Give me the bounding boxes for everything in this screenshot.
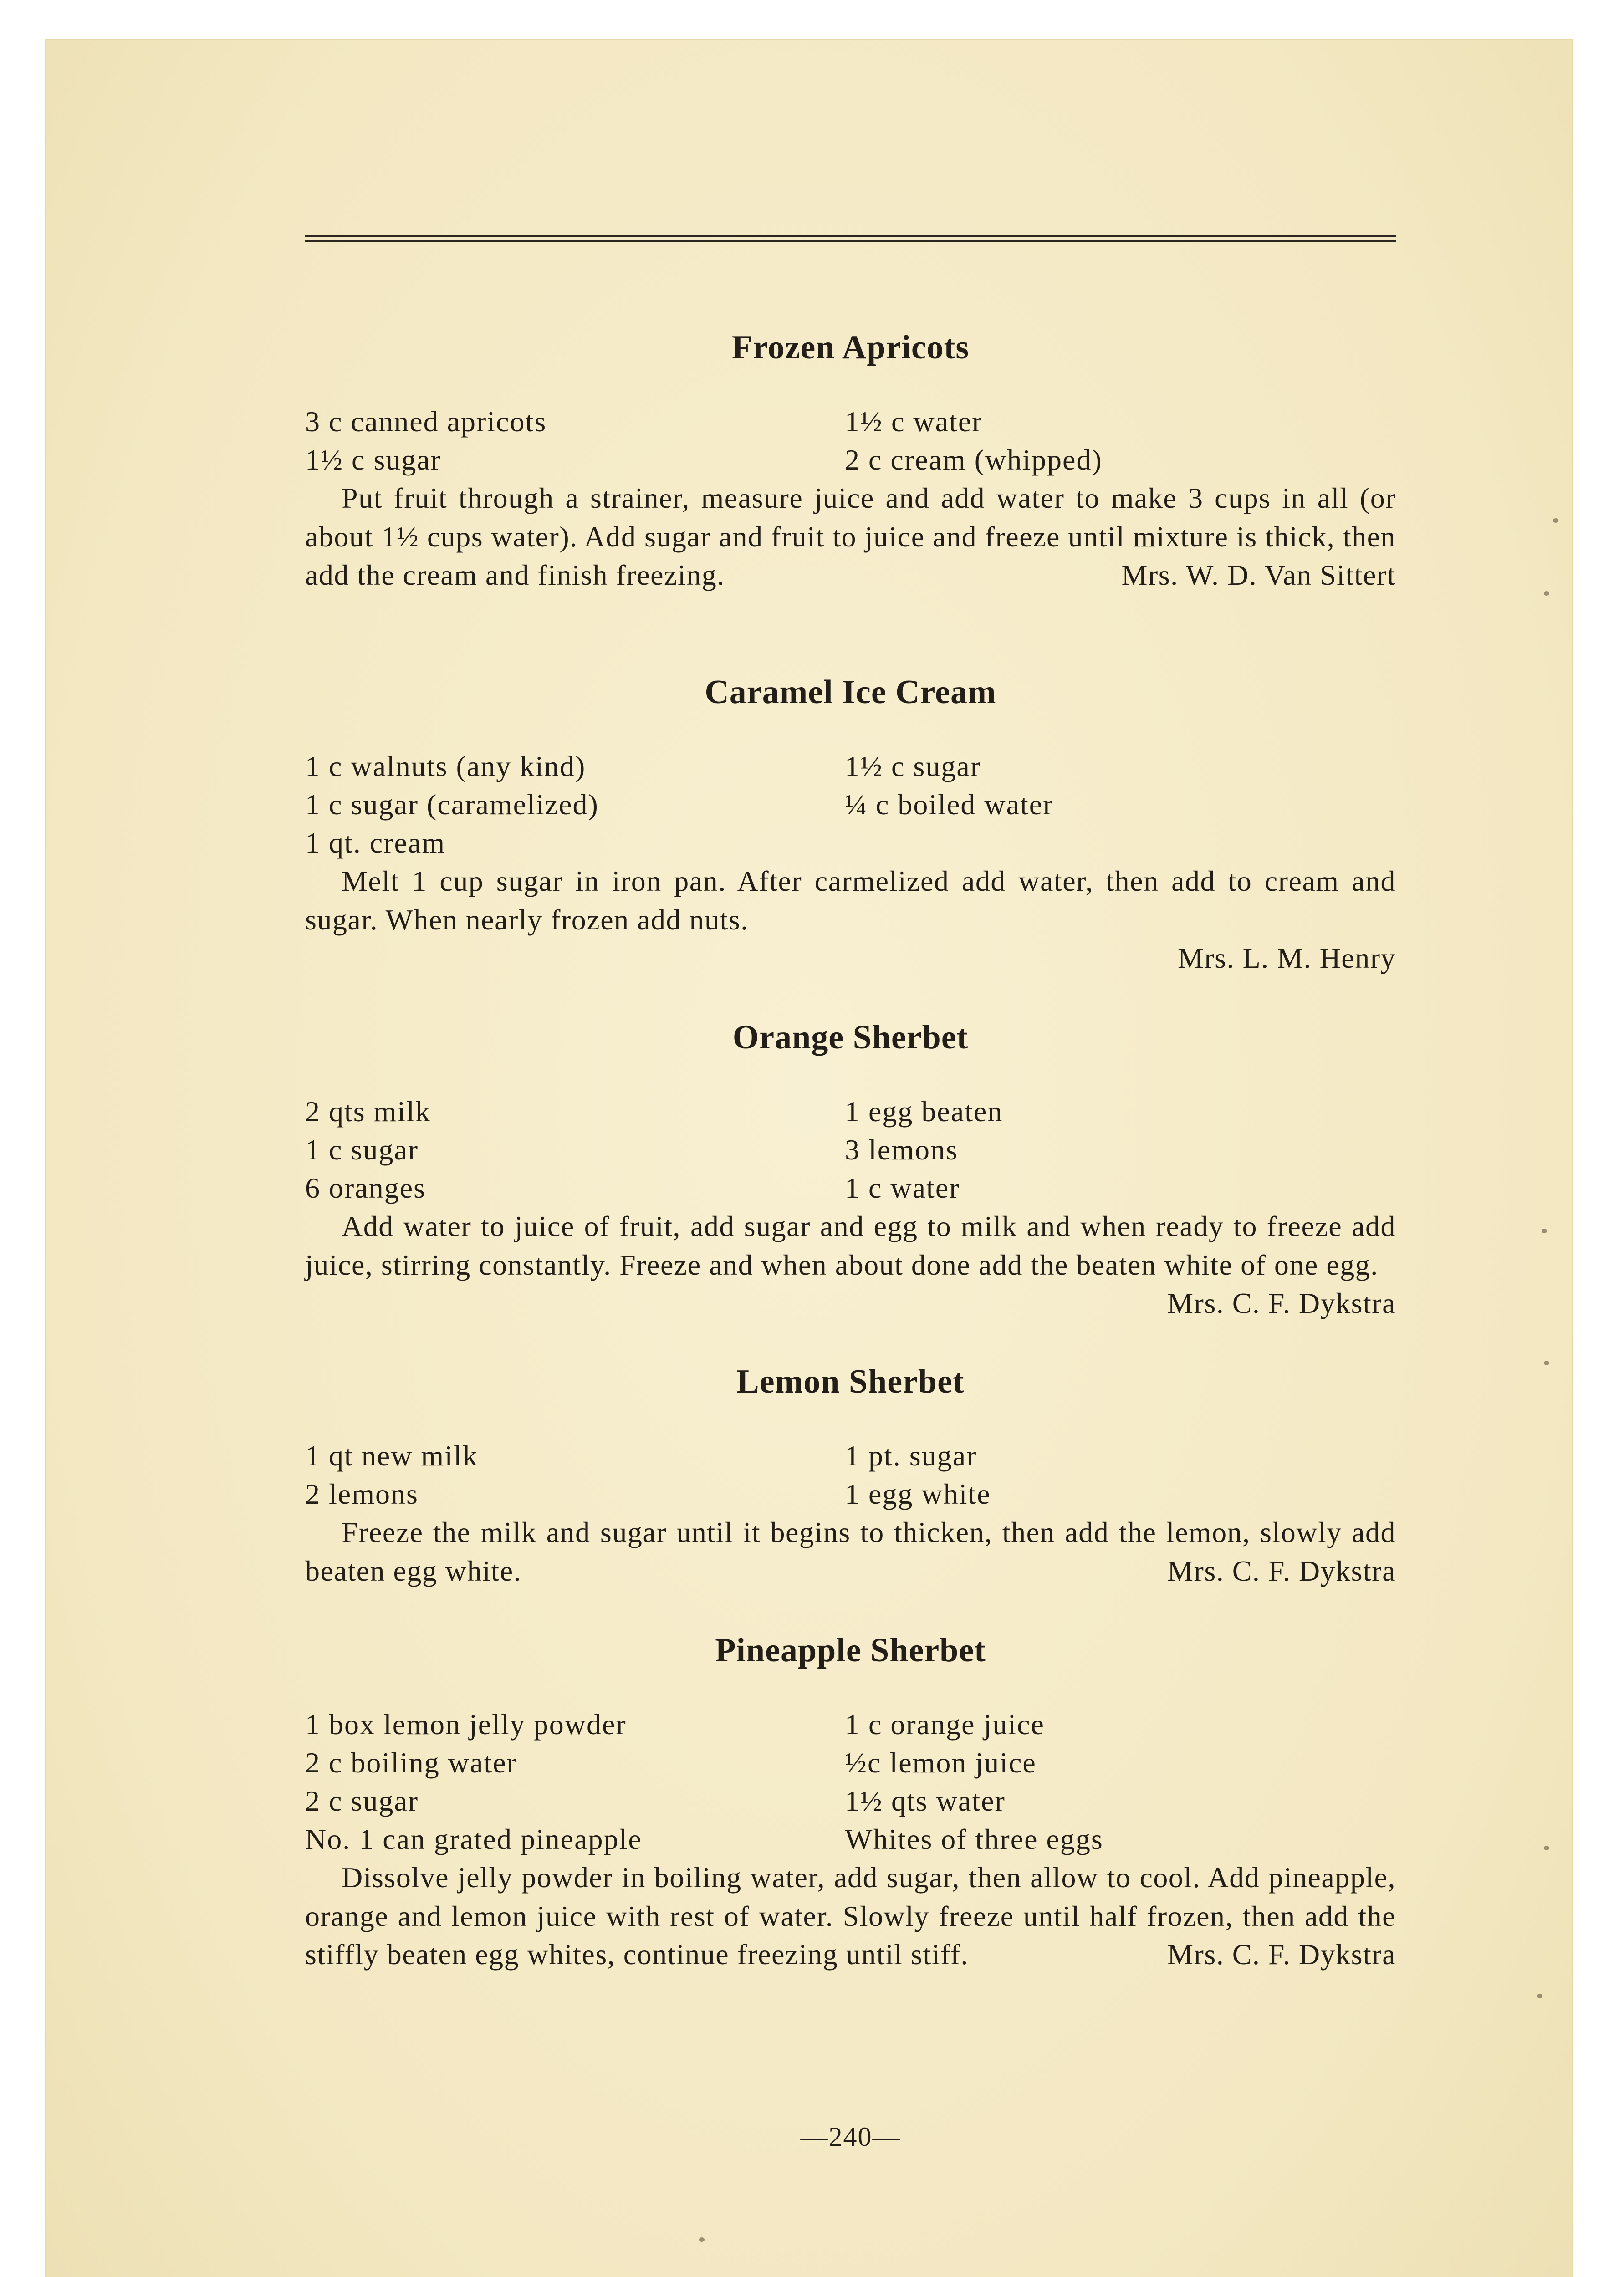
recipe-author: Mrs. C. F. Dykstra bbox=[1167, 1938, 1396, 1971]
method-text: Put fruit through a strainer, measure juice and add water to make 3 cups in all (or about 1½ cups water). Add sugar and fruit to juice and freeze until mixture is thick, then add the cream and finish freezing. bbox=[305, 482, 1396, 591]
ingredient: 6 oranges bbox=[305, 1172, 426, 1204]
book-page bbox=[46, 40, 1572, 2277]
recipe-title-pineapple-sherbet: Pineapple Sherbet bbox=[715, 1632, 986, 1669]
method-text: Freeze the milk and sugar until it begins to thicken, then add the lemon, slowly add beaten egg white. bbox=[305, 1516, 1396, 1587]
ingredient: 1½ c water bbox=[845, 405, 983, 438]
recipe-title-lemon-sherbet: Lemon Sherbet bbox=[736, 1363, 965, 1400]
recipe-method bbox=[305, 862, 1396, 939]
ingredient: ¼ c boiled water bbox=[845, 788, 1054, 821]
ingredient: ½c lemon juice bbox=[845, 1746, 1037, 1779]
ingredient: No. 1 can grated pineapple bbox=[305, 1823, 642, 1855]
paper-speck bbox=[1544, 1361, 1549, 1365]
recipe-author: Mrs. W. D. Van Sittert bbox=[1121, 559, 1396, 591]
ingredient: 1½ c sugar bbox=[845, 750, 981, 782]
ingredient: 2 lemons bbox=[305, 1478, 419, 1510]
recipe-author: Mrs. C. F. Dykstra bbox=[1167, 1287, 1396, 1319]
ingredient: 1½ c sugar bbox=[305, 444, 442, 476]
recipe-method bbox=[305, 1858, 1396, 1974]
ingredient: 2 c cream (whipped) bbox=[845, 444, 1103, 476]
ingredient: 1 pt. sugar bbox=[845, 1440, 977, 1472]
recipe-title-frozen-apricots: Frozen Apricots bbox=[731, 329, 970, 366]
top-rule-upper bbox=[305, 235, 1396, 237]
ingredient: 3 lemons bbox=[845, 1133, 958, 1166]
ingredient: 3 c canned apricots bbox=[305, 405, 547, 438]
paper-speck bbox=[699, 2237, 705, 2242]
method-text: Melt 1 cup sugar in iron pan. After carmelized add water, then add to cream and sugar. When nearly frozen add nuts. bbox=[305, 865, 1396, 936]
paper-speck bbox=[1544, 591, 1549, 596]
ingredient: 1 c walnuts (any kind) bbox=[305, 750, 586, 782]
ingredient: 1 c water bbox=[845, 1172, 960, 1204]
top-rule-lower bbox=[305, 240, 1396, 242]
recipe-method bbox=[305, 479, 1396, 595]
paper-speck bbox=[1553, 518, 1558, 523]
recipe-author: Mrs. L. M. Henry bbox=[1177, 942, 1396, 974]
ingredient: 2 qts milk bbox=[305, 1095, 431, 1128]
ingredient: 2 c sugar bbox=[305, 1785, 419, 1817]
recipe-title-orange-sherbet: Orange Sherbet bbox=[732, 1019, 969, 1056]
ingredient: 1 egg white bbox=[845, 1478, 991, 1510]
ingredient: 1 qt. cream bbox=[305, 827, 446, 859]
ingredient: Whites of three eggs bbox=[845, 1823, 1103, 1855]
paper-speck bbox=[1542, 1229, 1547, 1233]
ingredient: 1 c sugar (caramelized) bbox=[305, 788, 599, 821]
recipe-method bbox=[305, 1513, 1396, 1590]
ingredient: 1 qt new milk bbox=[305, 1440, 478, 1472]
ingredient: 2 c boiling water bbox=[305, 1746, 517, 1779]
ingredient: 1 c orange juice bbox=[845, 1708, 1045, 1741]
paper-speck bbox=[1544, 1846, 1549, 1850]
page-number: —240— bbox=[800, 2122, 901, 2152]
recipe-title-caramel-ice-cream: Caramel Ice Cream bbox=[705, 674, 996, 711]
method-text: Add water to juice of fruit, add sugar and egg to milk and when ready to freeze add juice, stirring constantly. Freeze and when about done add the beaten white of one egg. bbox=[305, 1210, 1396, 1281]
paper-speck bbox=[1537, 1994, 1542, 1998]
ingredient: 1½ qts water bbox=[845, 1785, 1006, 1817]
recipe-method bbox=[305, 1207, 1396, 1323]
ingredient: 1 c sugar bbox=[305, 1133, 419, 1166]
ingredient: 1 box lemon jelly powder bbox=[305, 1708, 627, 1741]
method-text: Dissolve jelly powder in boiling water, add sugar, then allow to cool. Add pineapple, orange and lemon juice with rest of water. Slowly freeze until half frozen, then add the stiffly beaten egg whites, continue freezing until stiff. bbox=[305, 1861, 1396, 1971]
recipe-author: Mrs. C. F. Dykstra bbox=[1167, 1554, 1396, 1587]
ingredient: 1 egg beaten bbox=[845, 1095, 1003, 1128]
